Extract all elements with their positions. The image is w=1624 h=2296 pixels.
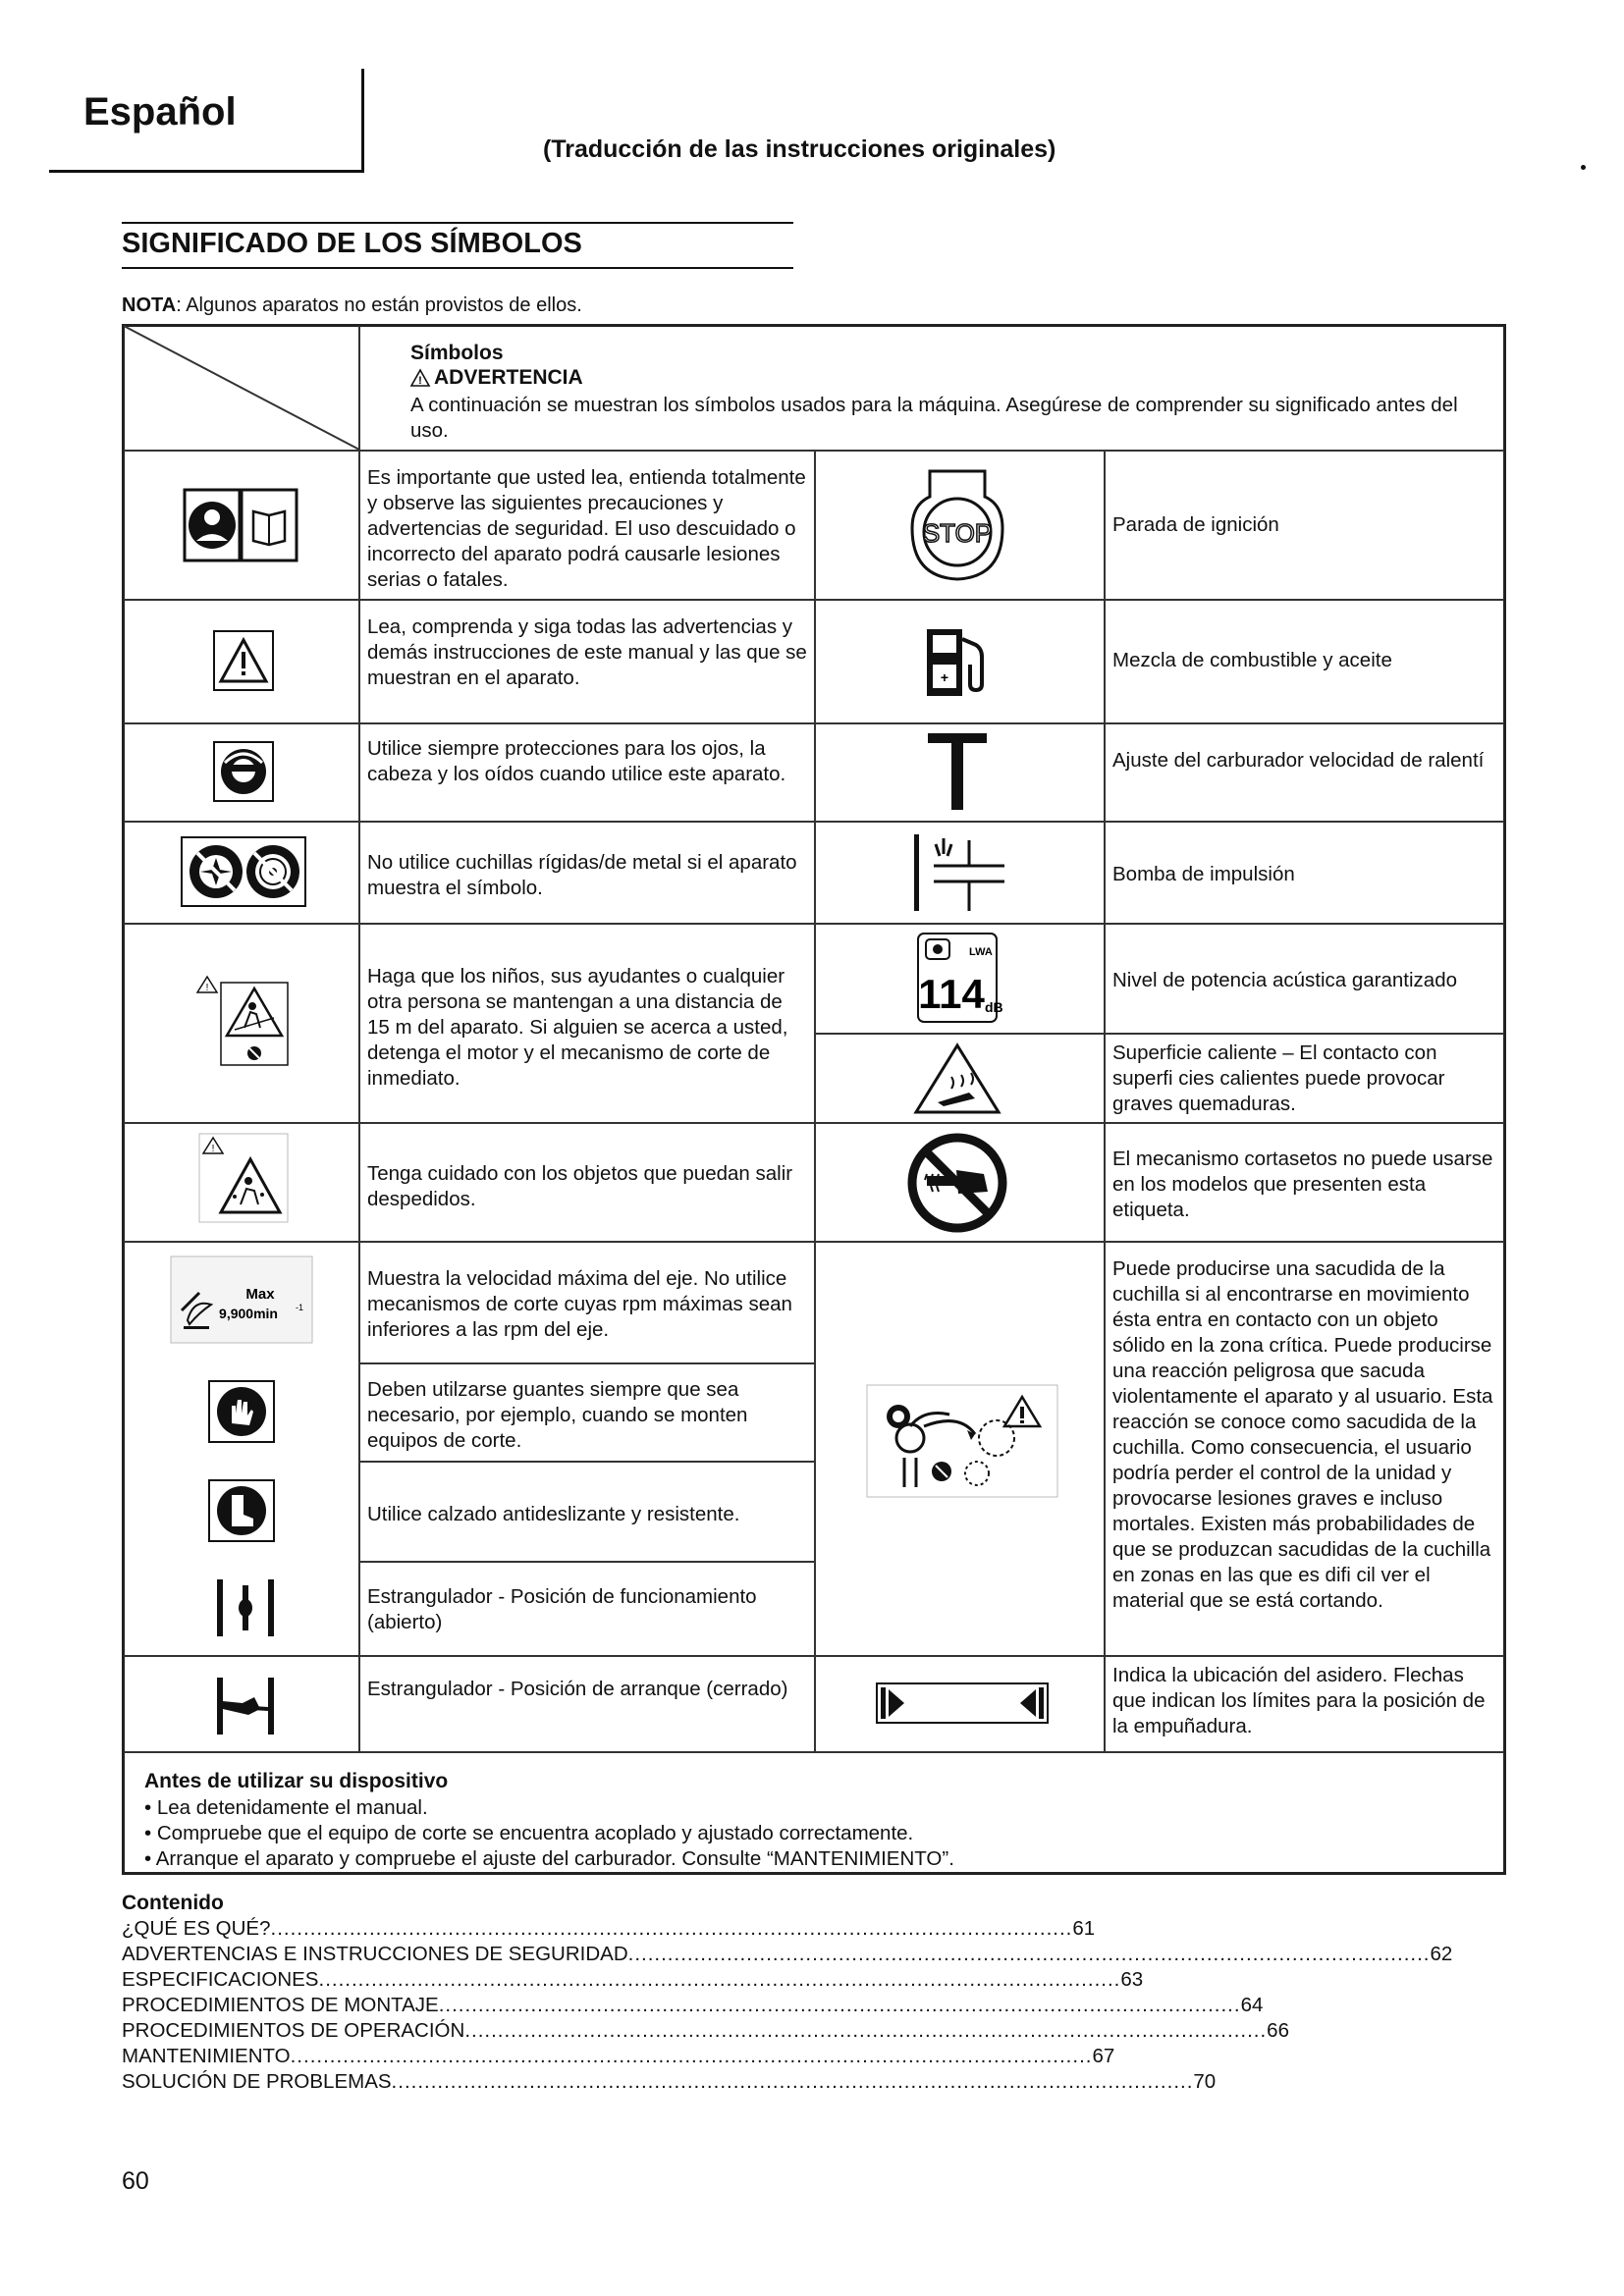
symbol-description: Es importante que usted lea, entienda totalmente y observe las siguientes precauciones y advertencias de seguridad. El uso descuidado o incorrecto del aparato podrá causarle lesiones serias o fatales. bbox=[367, 466, 806, 591]
warning-heading bbox=[410, 366, 583, 390]
symbol-description: Indica la ubicación del asidero. Flechas que indican los límites para la posición de la empuñadura. bbox=[1112, 1664, 1486, 1737]
section-rule-bottom bbox=[122, 267, 793, 269]
toc-title: Contenido bbox=[122, 1892, 224, 1914]
toc-entry[interactable] bbox=[122, 1994, 1264, 2017]
divider bbox=[358, 450, 360, 1751]
symbol-description: Haga que los niños, sus ayudantes o cualquier otra persona se mantengan a una distancia de 15 m del aparato. Si alguien se acerca a usted, detenga el motor y el mecanismo de corte de inmediato. bbox=[367, 965, 788, 1090]
choke-open-icon bbox=[201, 1575, 290, 1641]
rpm-label: 9,900min bbox=[219, 1306, 278, 1321]
divider bbox=[814, 821, 1504, 823]
hot-surface-icon bbox=[911, 1041, 1003, 1117]
ignition-stop-icon bbox=[908, 465, 1006, 585]
divider bbox=[814, 1122, 1504, 1124]
before-use-item: • Arranque el aparato y compruebe el ajuste del carburador. Consulte “MANTENIMIENTO”. bbox=[144, 1847, 954, 1870]
symbol-description: Bomba de impulsión bbox=[1112, 863, 1295, 885]
warning-triangle-icon bbox=[211, 628, 276, 693]
language-label: Español bbox=[83, 90, 237, 133]
toc-leader: .......................................................................................................................... bbox=[438, 1994, 1241, 2016]
blade-thrust-icon bbox=[864, 1382, 1060, 1500]
divider bbox=[814, 1241, 1504, 1243]
divider bbox=[358, 1362, 814, 1364]
symbol-description: Ajuste del carburador velocidad de ralentí bbox=[1112, 749, 1485, 772]
divider bbox=[814, 1033, 1504, 1035]
choke-closed-icon bbox=[201, 1673, 290, 1739]
symbol-description: Deben utilzarse guantes siempre que sea necesario, por ejemplo, cuando se monten equipos de corte. bbox=[367, 1378, 748, 1452]
before-use-item: • Compruebe que el equipo de corte se encuentra acoplado y ajustado correctamente. bbox=[144, 1822, 914, 1844]
divider bbox=[124, 450, 1504, 452]
warning-triangle-icon bbox=[410, 369, 430, 387]
symbol-description: Utilice siempre protecciones para los ojos, la cabeza y los oídos cuando utilice este aparato. bbox=[367, 737, 786, 785]
toc-label: ADVERTENCIAS E INSTRUCCIONES DE SEGURIDAD bbox=[122, 1943, 628, 1965]
toc-page: 67 bbox=[1092, 2045, 1115, 2067]
warning-label: ADVERTENCIA bbox=[434, 366, 583, 389]
symbol-description: Parada de ignición bbox=[1112, 513, 1279, 536]
lwa-label: LWA bbox=[969, 946, 993, 958]
toc-leader: .......................................................................................................................... bbox=[464, 2019, 1268, 2042]
divider bbox=[814, 1655, 1504, 1657]
toc-page: 62 bbox=[1430, 1943, 1453, 1965]
max-shaft-speed-icon bbox=[169, 1255, 314, 1345]
symbol-description: Estrangulador - Posición de arranque (cerrado) bbox=[367, 1678, 788, 1700]
stray-dot bbox=[1581, 165, 1586, 170]
divider bbox=[814, 450, 816, 1751]
divider bbox=[814, 599, 1504, 601]
note bbox=[122, 294, 582, 317]
page-number: 60 bbox=[122, 2167, 149, 2195]
symbol-description: Lea, comprenda y siga todas las advertencias y demás instrucciones de este manual y las que se muestran en el aparato. bbox=[367, 615, 807, 689]
divider bbox=[124, 1122, 814, 1124]
divider bbox=[814, 722, 1504, 724]
symbol-description: Tenga cuidado con los objetos que puedan salir despedidos. bbox=[367, 1162, 793, 1210]
divider bbox=[358, 326, 360, 450]
head-eye-ear-protection-icon bbox=[211, 741, 276, 802]
toc-label: SOLUCIÓN DE PROBLEMAS bbox=[122, 2070, 392, 2093]
divider bbox=[124, 1751, 1504, 1753]
symbol-description: Utilice calzado antideslizante y resistente. bbox=[367, 1503, 740, 1525]
divider bbox=[124, 923, 814, 925]
before-use-item: • Lea detenidamente el manual. bbox=[144, 1796, 428, 1819]
divider bbox=[124, 1241, 814, 1243]
toc-entry[interactable] bbox=[122, 2070, 1217, 2094]
symbol-description: Muestra la velocidad máxima del eje. No utilice mecanismos de corte cuyas rpm máximas sean inferiores a las rpm del eje. bbox=[367, 1267, 792, 1341]
toc-page: 63 bbox=[1120, 1968, 1144, 1991]
toc-entry[interactable] bbox=[122, 1917, 1096, 1941]
symbol-description: Mezcla de combustible y aceite bbox=[1112, 649, 1392, 671]
max-label: Max bbox=[245, 1286, 275, 1303]
symbol-description: Superficie caliente – El contacto con superfi cies calientes puede provocar graves quemaduras. bbox=[1112, 1041, 1445, 1115]
page-subtitle: (Traducción de las instrucciones originales) bbox=[543, 135, 1056, 163]
header-diagonal bbox=[124, 326, 359, 450]
toc-leader: .......................................................................................................................... bbox=[270, 1917, 1073, 1940]
section-title: SIGNIFICADO DE LOS SÍMBOLOS bbox=[122, 228, 582, 259]
boots-icon bbox=[206, 1478, 277, 1543]
thrown-objects-icon bbox=[194, 1129, 293, 1227]
primer-pump-icon bbox=[908, 829, 1006, 916]
toc-leader: .......................................................................................................................... bbox=[627, 1943, 1431, 1965]
svg-text:!: ! bbox=[211, 1144, 215, 1154]
svg-text:!: ! bbox=[418, 375, 422, 387]
toc-label: MANTENIMIENTO bbox=[122, 2045, 291, 2067]
toc-entry[interactable] bbox=[122, 1968, 1144, 1992]
no-rigid-blades-icon bbox=[180, 834, 307, 909]
divider bbox=[814, 923, 1504, 925]
note-text: : Algunos aparatos no están provistos de ellos. bbox=[176, 294, 582, 316]
divider bbox=[124, 821, 814, 823]
toc-page: 66 bbox=[1267, 2019, 1289, 2042]
svg-text:+: + bbox=[940, 669, 949, 685]
toc-entry[interactable] bbox=[122, 1943, 1453, 1966]
toc-label: PROCEDIMIENTOS DE MONTAJE bbox=[122, 1994, 439, 2016]
symbol-description: El mecanismo cortasetos no puede usarse en los modelos que presenten esta etiqueta. bbox=[1112, 1148, 1493, 1221]
symbol-description: Puede producirse una sacudida de la cuchilla si al encontrarse en movimiento ésta entra en contacto con un objeto sólido en la zona crítica. Puede producirse una reacción peligrosa que sacuda violentamente el aparato y al usuario. Esta reacción se conoce como sacudida de la cuchilla. Como consecuencia, el usuario podría perder el control de la unidad y provocarse lesiones graves e incluso mortales. Existen más probabilidades de que se produzcan sacudidas de la cuchilla en zonas en las que es difi cil ver el material que se está cortando. bbox=[1112, 1257, 1493, 1612]
divider bbox=[124, 599, 814, 601]
toc-label: ESPECIFICACIONES bbox=[122, 1968, 319, 1991]
toc-leader: .......................................................................................................................... bbox=[391, 2070, 1194, 2093]
rpm-sup: -1 bbox=[296, 1303, 304, 1312]
symbol-description: Estrangulador - Posición de funcionamiento (abierto) bbox=[367, 1585, 757, 1633]
svg-text:!: ! bbox=[205, 983, 209, 993]
handle-position-icon bbox=[874, 1679, 1051, 1728]
toc-label: ¿QUÉ ES QUÉ? bbox=[122, 1917, 271, 1940]
db-unit: dB bbox=[985, 999, 1003, 1015]
toc-page: 64 bbox=[1240, 1994, 1264, 2016]
symbol-description: No utilice cuchillas rígidas/de metal si el aparato muestra el símbolo. bbox=[367, 851, 797, 899]
db-value: 114 bbox=[918, 971, 985, 1017]
carburetor-idle-icon bbox=[918, 728, 997, 815]
sound-power-icon bbox=[913, 931, 1001, 1025]
toc-page: 61 bbox=[1072, 1917, 1096, 1940]
divider bbox=[124, 1655, 814, 1657]
table-header-text: A continuación se muestran los símbolos usados para la máquina. Asegúrese de comprender su significado antes del uso. bbox=[410, 394, 1458, 442]
divider bbox=[1104, 450, 1106, 1751]
toc-leader: .......................................................................................................................... bbox=[318, 1968, 1121, 1991]
divider bbox=[358, 1461, 814, 1463]
section-rule-top bbox=[122, 222, 793, 224]
toc-label: PROCEDIMIENTOS DE OPERACIÓN bbox=[122, 2019, 465, 2042]
toc-entry[interactable] bbox=[122, 2045, 1115, 2068]
divider bbox=[358, 1561, 814, 1563]
keep-distance-15m-icon bbox=[194, 972, 293, 1070]
read-manual-icon bbox=[182, 486, 299, 564]
symbol-description: Nivel de potencia acústica garantizado bbox=[1112, 969, 1457, 991]
divider bbox=[124, 722, 814, 724]
table-header-title: Símbolos bbox=[410, 342, 504, 364]
stop-label: STOP bbox=[922, 518, 993, 548]
toc-entry[interactable] bbox=[122, 2019, 1289, 2043]
no-hedge-trimmer-icon bbox=[903, 1129, 1011, 1237]
fuel-oil-mix-icon bbox=[921, 624, 990, 701]
before-use-title: Antes de utilizar su dispositivo bbox=[144, 1770, 449, 1792]
note-label: NOTA bbox=[122, 294, 177, 316]
toc-page: 70 bbox=[1193, 2070, 1217, 2093]
toc-leader: .......................................................................................................................... bbox=[290, 2045, 1093, 2067]
gloves-icon bbox=[206, 1379, 277, 1444]
